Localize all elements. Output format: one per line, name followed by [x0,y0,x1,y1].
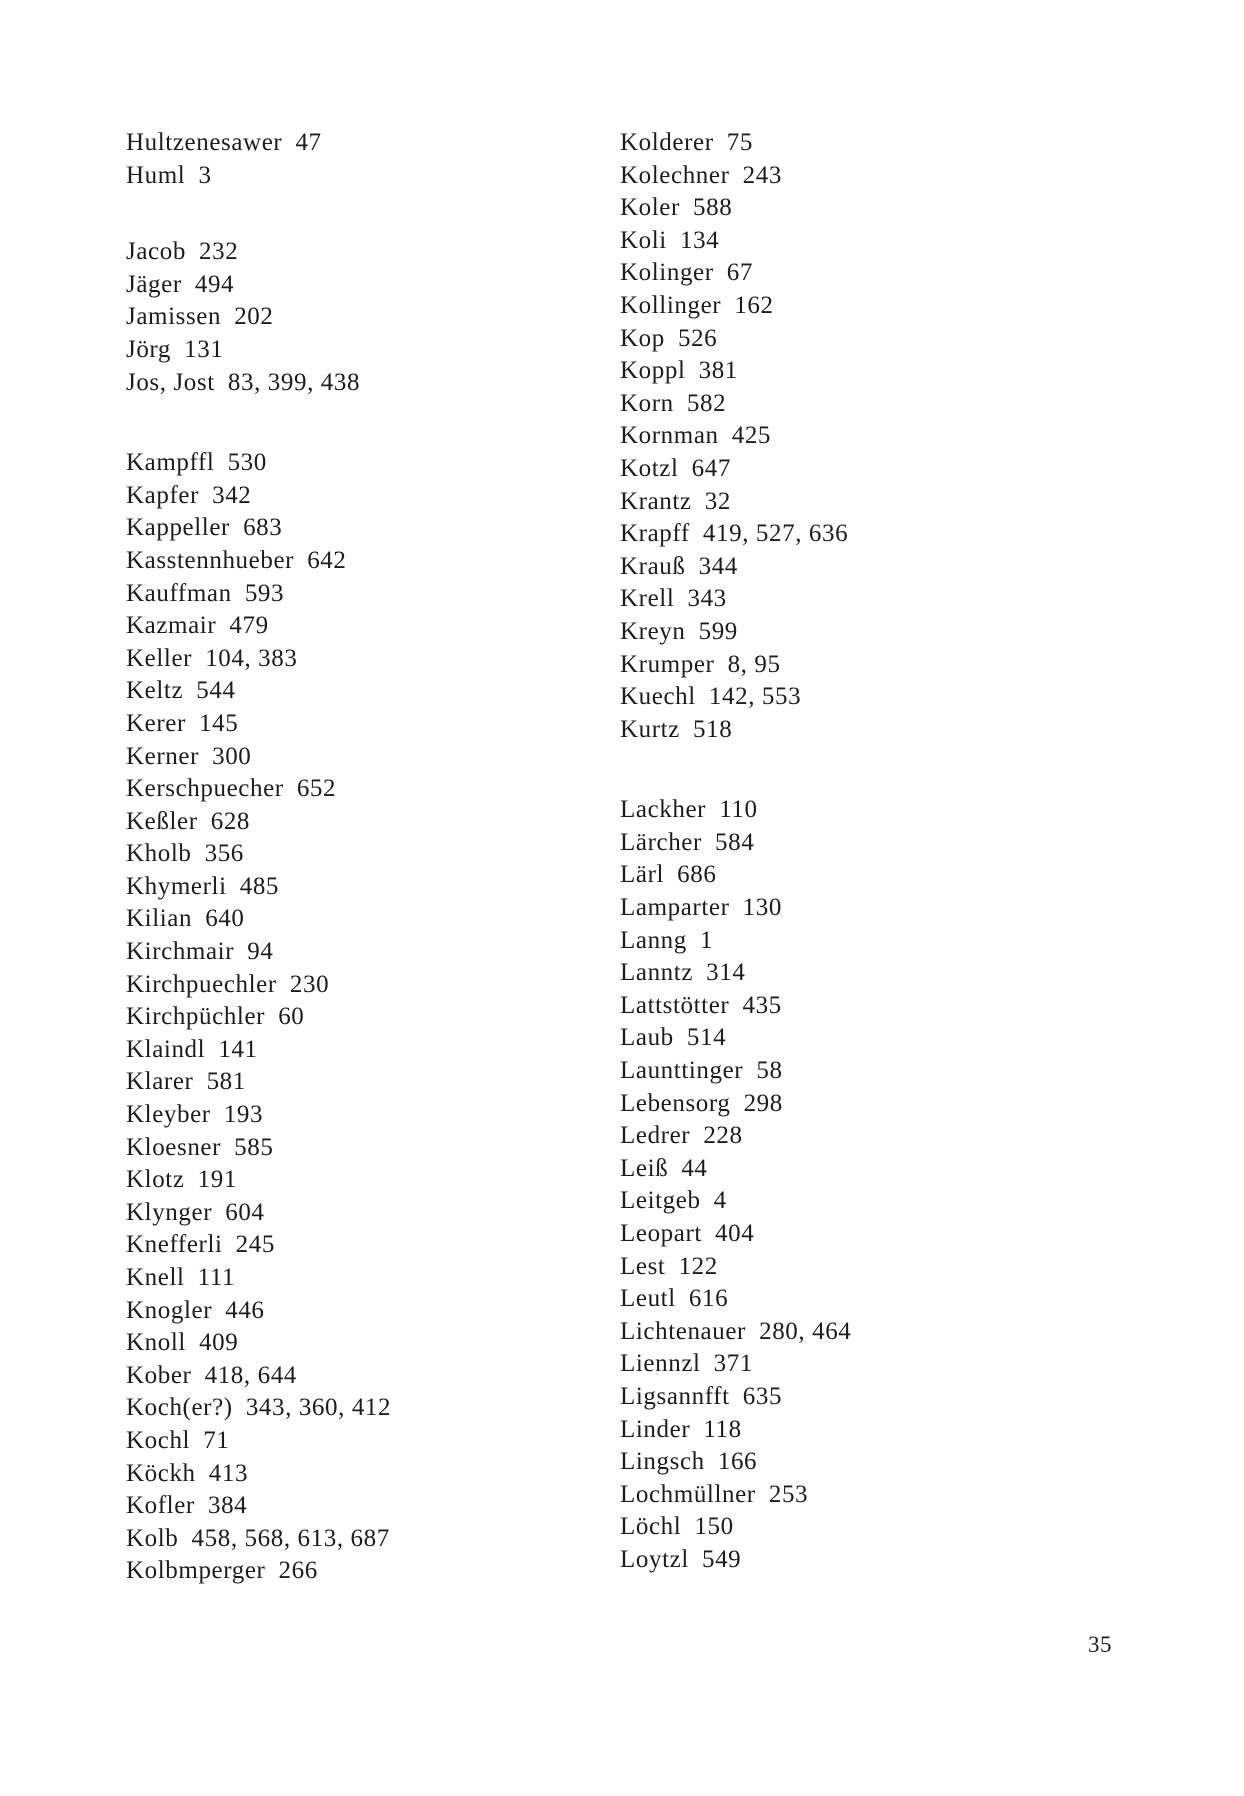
index-entry [126,301,596,334]
entry-name: Keller [126,644,193,672]
entry-pages: 243 [742,161,782,189]
index-entry [126,1458,596,1491]
index-entry [126,269,596,302]
entry-pages: 642 [307,546,347,574]
entry-pages: 344 [698,552,738,580]
index-entry [620,1544,1120,1577]
index-entry [620,355,1120,388]
index-entry [126,969,596,1002]
entry-pages: 582 [686,389,727,417]
entry-pages: 142, 553 [708,683,802,711]
entry-pages: 343, 360, 412 [245,1394,392,1422]
entry-name: Lattstötter [620,991,730,1019]
entry-name: Kochl [126,1426,191,1454]
index-entry [620,649,1120,682]
index-entry [620,681,1120,714]
entry-pages: 110 [719,796,758,824]
entry-pages: 588 [693,194,733,222]
entry-name: Kofler [126,1492,195,1520]
entry-pages: 4 [713,1187,727,1215]
entry-name: Kleyber [126,1101,211,1129]
entry-pages: 404 [715,1220,755,1247]
entry-name: Kirchmair [126,938,235,966]
entry-name: Kolb [126,1524,179,1552]
entry-pages: 485 [239,872,280,900]
entry-name: Leiß [620,1154,669,1182]
entry-name: Lest [620,1252,666,1280]
index-entry [126,334,596,367]
index-entry [620,1414,1120,1447]
entry-name: Kober [126,1361,192,1389]
entry-name: Lamparter [620,894,730,922]
entry-name: Lärcher [620,828,702,856]
entry-pages: 193 [223,1101,264,1129]
index-entry [126,160,596,193]
entry-pages: 8, 95 [727,650,781,678]
index-entry [620,1088,1120,1121]
entry-name: Lanng [620,926,687,954]
index-entry [620,859,1120,892]
entry-name: Kholb [126,840,192,868]
index-entry [126,1164,596,1197]
index-entry [126,1425,596,1458]
index-entry [620,1185,1120,1218]
entry-pages: 32 [704,487,731,515]
entry-name: Kauffman [126,579,232,607]
entry-name: Leopart [620,1220,702,1247]
entry-pages: 230 [289,970,330,998]
entry-name: Khymerli [126,872,227,900]
entry-pages: 122 [678,1252,718,1280]
entry-name: Kerschpuecher [126,775,284,803]
entry-pages: 413 [208,1459,249,1487]
entry-pages: 3 [198,161,212,189]
entry-name: Krumper [620,650,715,678]
entry-pages: 384 [207,1492,248,1520]
entry-pages: 585 [234,1133,274,1161]
index-entry [126,545,596,578]
index-entry [126,1327,596,1360]
entry-name: Klaindl [126,1035,206,1063]
entry-name: Kolinger [620,259,714,287]
entry-name: Kolderer [620,129,714,156]
entry-pages: 584 [715,828,755,856]
entry-name: Huml [126,161,186,189]
entry-name: Liennzl [620,1350,701,1378]
entry-pages: 604 [225,1198,265,1226]
page-number: 35 [1088,1632,1112,1657]
entry-name: Laub [620,1024,674,1052]
index-entry [126,838,596,871]
index-entry [126,1099,596,1132]
entry-pages: 131 [184,335,224,363]
entry-name: Kasstennhueber [126,546,295,574]
index-entry [620,257,1120,290]
entry-name: Keltz [126,677,184,705]
index-entry [126,480,596,513]
entry-name: Koppl [620,357,686,385]
entry-name: Krauß [620,552,686,580]
entry-pages: 628 [210,807,251,835]
index-entry [126,903,596,936]
entry-name: Kerner [126,742,199,770]
index-entry [126,1295,596,1328]
entry-pages: 640 [205,905,245,933]
entry-pages: 60 [278,1003,305,1031]
entry-name: Kollinger [620,291,722,319]
entry-pages: 104, 383 [205,644,298,672]
entry-pages: 130 [742,894,782,922]
entry-pages: 356 [204,840,244,868]
entry-pages: 616 [688,1285,729,1313]
entry-name: Krell [620,585,675,613]
index-entry [126,236,596,269]
entry-name: Kirchpüchler [126,1003,266,1031]
index-entry [620,453,1120,486]
index-entry [620,1251,1120,1284]
entry-name: Lanntz [620,959,694,987]
index-entry [126,1034,596,1067]
entry-pages: 166 [717,1448,758,1476]
entry-pages: 635 [742,1382,783,1410]
entry-name: Kolbmperger [126,1557,266,1585]
index-gap [126,399,596,447]
entry-name: Lichtenauer [620,1317,746,1345]
index-entry [126,1066,596,1099]
index-gap [126,192,596,236]
entry-name: Kirchpuechler [126,970,277,998]
index-entry [126,1360,596,1393]
entry-name: Kolechner [620,161,730,189]
entry-pages: 599 [698,617,738,645]
entry-pages: 83, 399, 438 [227,368,361,396]
entry-pages: 342 [212,481,252,509]
entry-name: Jos, Jost [126,368,215,396]
entry-name: Jäger [126,270,182,298]
entry-name: Knoll [126,1329,186,1357]
entry-pages: 202 [234,303,274,331]
entry-name: Kerer [126,709,186,737]
index-entry [126,1262,596,1295]
index-entry [126,127,596,160]
entry-pages: 245 [235,1231,275,1259]
index-entry [620,518,1120,551]
entry-pages: 683 [243,514,283,542]
entry-name: Kotzl [620,454,679,482]
index-entry [620,714,1120,747]
index-entry [126,578,596,611]
entry-name: Lochmüllner [620,1480,756,1508]
index-entry [620,1218,1120,1251]
entry-name: Knogler [126,1296,213,1324]
index-entry [126,643,596,676]
index-entry [620,1381,1120,1414]
entry-pages: 494 [194,270,235,298]
entry-name: Knell [126,1264,185,1291]
entry-pages: 593 [244,579,285,607]
index-entry [620,192,1120,225]
entry-pages: 71 [203,1426,230,1454]
index-entry [620,1283,1120,1316]
entry-name: Kapfer [126,481,199,509]
index-entry [620,1022,1120,1055]
entry-pages: 647 [691,454,731,482]
entry-pages: 514 [686,1024,727,1052]
entry-pages: 141 [218,1035,258,1063]
entry-name: Kuechl [620,683,696,711]
entry-pages: 134 [679,226,720,254]
index-column-left [126,127,596,1588]
index-entry [620,616,1120,649]
entry-name: Lebensorg [620,1089,731,1117]
entry-name: Köckh [126,1459,196,1487]
entry-pages: 544 [196,677,236,705]
entry-name: Koch(er?) [126,1394,233,1422]
index-entry [620,827,1120,860]
index-entry [620,1055,1120,1088]
entry-pages: 145 [199,709,239,737]
index-entry [620,583,1120,616]
entry-name: Launttinger [620,1057,744,1085]
entry-name: Leutl [620,1285,676,1313]
entry-pages: 111 [197,1264,236,1291]
index-entry [126,1001,596,1034]
entry-name: Krantz [620,487,692,515]
entry-pages: 44 [681,1154,708,1182]
entry-pages: 300 [212,742,252,770]
index-entry [126,1197,596,1230]
index-entry [620,1348,1120,1381]
entry-name: Hultzenesawer [126,129,283,156]
index-gap [620,746,1120,794]
entry-pages: 232 [199,238,239,266]
entry-pages: 67 [726,259,753,287]
index-entry [620,925,1120,958]
index-entry [620,957,1120,990]
entry-name: Loytzl [620,1545,689,1573]
index-entry [620,794,1120,827]
index-entry [126,773,596,806]
entry-name: Kilian [126,905,193,933]
entry-name: Kloesner [126,1133,222,1161]
entry-pages: 280, 464 [759,1317,852,1345]
entry-name: Leitgeb [620,1187,701,1215]
index-entry [126,675,596,708]
index-entry [620,323,1120,356]
entry-name: Lackher [620,796,707,824]
entry-pages: 253 [768,1480,809,1508]
index-entry [126,936,596,969]
entry-name: Linder [620,1415,691,1443]
entry-pages: 686 [677,861,717,889]
index-entry [126,871,596,904]
entry-name: Kampffl [126,449,215,477]
index-entry [620,388,1120,421]
entry-name: Knefferli [126,1231,223,1259]
entry-name: Kreyn [620,617,686,645]
entry-pages: 581 [206,1068,246,1096]
entry-pages: 118 [703,1415,742,1443]
index-entry [620,1316,1120,1349]
entry-name: Ligsannfft [620,1382,730,1410]
index-entry [126,367,596,400]
entry-pages: 1 [699,926,714,954]
entry-pages: 314 [706,959,746,987]
entry-pages: 479 [229,612,269,640]
entry-pages: 75 [726,129,753,156]
index-entry [620,486,1120,519]
entry-name: Kop [620,324,665,352]
entry-pages: 150 [694,1513,734,1541]
entry-pages: 228 [703,1122,743,1150]
index-column-right [620,127,1120,1577]
index-entry [620,892,1120,925]
index-entry [126,1523,596,1556]
entry-name: Jörg [126,335,172,363]
index-entry [126,610,596,643]
index-entry [620,551,1120,584]
entry-name: Klynger [126,1198,213,1226]
entry-pages: 549 [701,1545,742,1573]
entry-name: Klotz [126,1166,185,1194]
index-entry [126,1490,596,1523]
index-entry [620,127,1120,160]
index-entry [126,1392,596,1425]
entry-pages: 518 [693,715,733,743]
entry-pages: 381 [698,357,738,385]
entry-name: Krapff [620,520,690,548]
entry-name: Koli [620,226,667,254]
entry-pages: 58 [756,1057,783,1085]
entry-name: Ledrer [620,1122,691,1150]
entry-pages: 419, 527, 636 [702,520,849,548]
index-entry [620,290,1120,323]
entry-pages: 530 [227,449,267,477]
entry-pages: 409 [199,1329,239,1357]
entry-name: Jamissen [126,303,222,331]
entry-name: Korn [620,389,674,417]
entry-pages: 458, 568, 613, 687 [191,1524,390,1552]
index-entry [620,1479,1120,1512]
index-entry [620,1153,1120,1186]
entry-pages: 425 [731,422,772,450]
entry-pages: 652 [296,775,337,803]
entry-name: Klarer [126,1068,194,1096]
entry-name: Lingsch [620,1448,705,1476]
entry-name: Kappeller [126,514,230,542]
index-entry [620,990,1120,1023]
entry-name: Lärl [620,861,665,889]
index-entry [126,1555,596,1588]
entry-pages: 418, 644 [204,1361,297,1389]
entry-pages: 94 [247,938,274,966]
entry-name: Löchl [620,1513,682,1541]
entry-name: Koler [620,194,680,222]
entry-name: Kornman [620,422,719,450]
entry-name: Keßler [126,807,198,835]
entry-pages: 343 [687,585,727,613]
entry-pages: 298 [743,1089,783,1117]
index-entry [620,1446,1120,1479]
entry-name: Jacob [126,238,186,266]
index-entry [126,512,596,545]
entry-name: Kurtz [620,715,680,743]
index-entry [620,420,1120,453]
entry-pages: 435 [742,991,782,1019]
index-entry [126,806,596,839]
index-entry [620,225,1120,258]
index-entry [620,1511,1120,1544]
index-entry [126,708,596,741]
index-entry [126,1229,596,1262]
entry-pages: 446 [225,1296,265,1324]
index-entry [620,1120,1120,1153]
index-entry [620,160,1120,193]
index-entry [126,1132,596,1165]
entry-pages: 526 [677,324,718,352]
index-entry [126,447,596,480]
entry-pages: 191 [197,1166,237,1194]
entry-pages: 47 [295,129,322,156]
entry-pages: 266 [278,1557,318,1585]
entry-pages: 371 [713,1350,753,1378]
entry-pages: 162 [734,291,774,319]
index-entry [126,741,596,774]
entry-name: Kazmair [126,612,217,640]
